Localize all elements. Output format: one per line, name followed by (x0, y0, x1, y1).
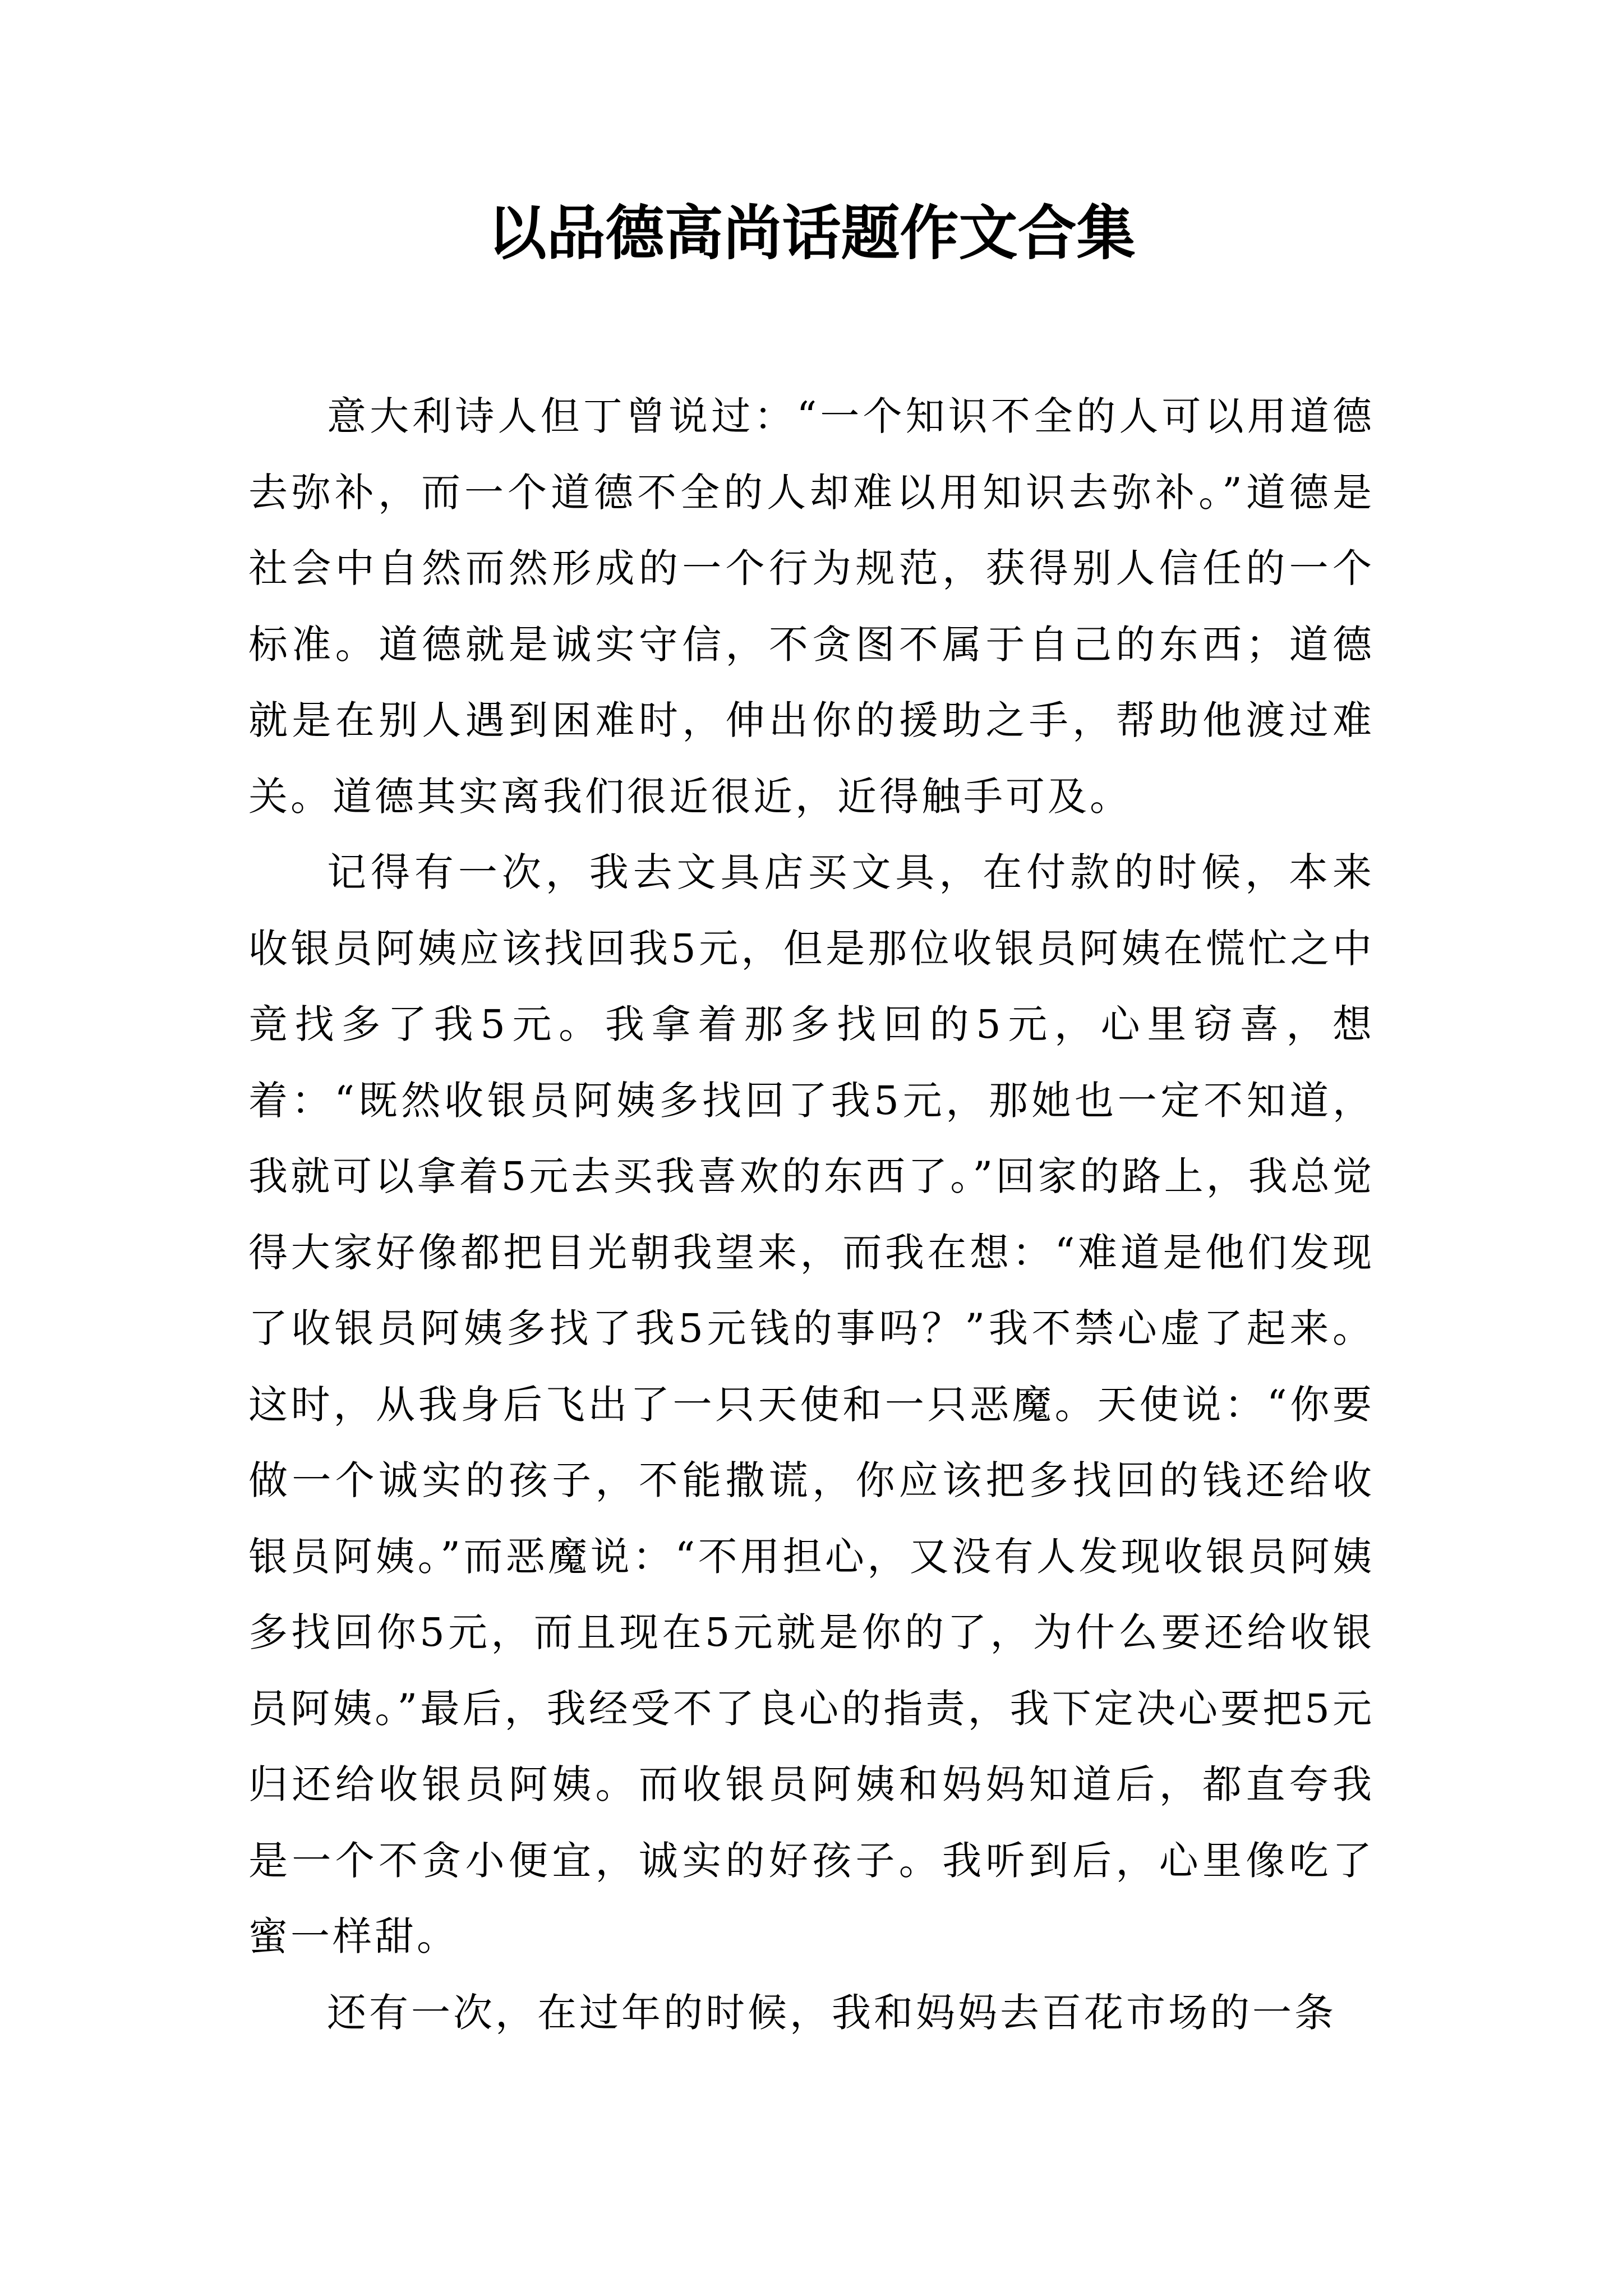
document-title: 以品德高尚话题作文合集 (487, 198, 1136, 268)
document-body (248, 379, 1375, 2051)
paragraph-3: 还有一次，在过年的时候，我和妈妈去百花市场的一条 (327, 1989, 1336, 2036)
paragraph-1: 意大利诗人但丁曾说过：“一个知识不全的人可以用道德去弥补，而一个道德不全的人却难以用知识去弥补。”道德是社会中自然而然形成的一个行为规范，获得别人信任的一个标准。道德就是诚实守信，不贪图不属于自己的东西；道德就是在别人遇到困难时，伸出你的援助之手，帮助他渡过难关。道德其实离我们很近很近，近得触手可及。 (248, 393, 1375, 820)
paragraph-2: 记得有一次，我去文具店买文具，在付款的时候，本来收银员阿姨应该找回我5元，但是那位收银员阿姨在慌忙之中竟找多了我5元。我拿着那多找回的5元，心里窃喜，想着：“既然收银员阿姨多找回了我5元，那她也一定不知道，我就可以拿着5元去买我喜欢的东西了。”回家的路上，我总觉得大家好像都把目光朝我望来，而我在想：“难道是他们发现了收银员阿姨多找了我5元钱的事吗？”我不禁心虚了起来。这时，从我身后飞出了一只天使和一只恶魔。天使说：“你要做一个诚实的孩子，不能撒谎，你应该把多找回的钱还给收银员阿姨。”而恶魔说：“不用担心，又没有人发现收银员阿姨多找回你5元，而且现在5元就是你的了，为什么要还给收银员阿姨。”最后，我经受不了良心的指责，我下定决心要把5元归还给收银员阿姨。而收银员阿姨和妈妈知道后，都直夸我是一个不贪小便宜，诚实的好孩子。我听到后，心里像吃了蜜一样甜。 (248, 849, 1375, 1959)
